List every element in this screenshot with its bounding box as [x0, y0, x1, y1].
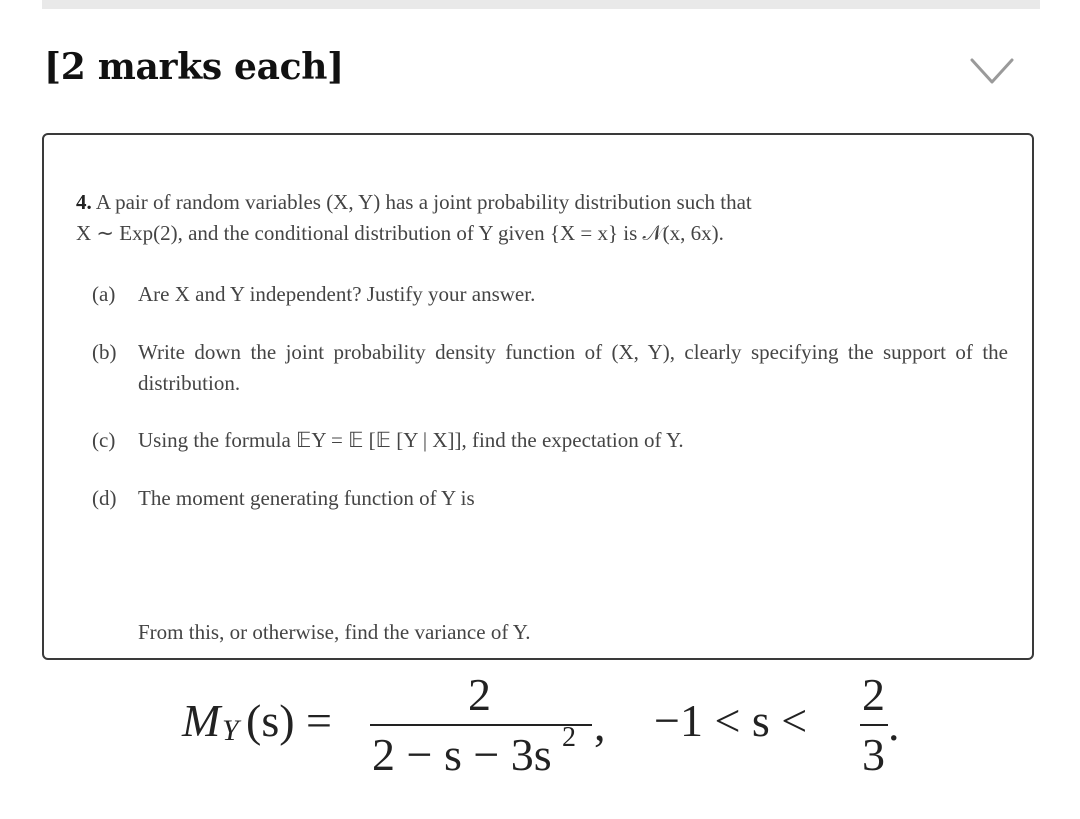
formula-denominator-exponent: 2	[562, 722, 576, 753]
formula-condition: −1 < s <	[654, 695, 808, 746]
formula-lhs: M	[182, 695, 221, 746]
formula-cond-fraction-bar	[860, 724, 888, 726]
part-a-label: (a)	[92, 282, 116, 306]
followup-text: From this, or otherwise, find the variance of Y.	[138, 620, 531, 644]
part-c-label: (c)	[92, 428, 116, 452]
mgf-formula	[180, 668, 940, 778]
part-b-label: (b)	[92, 340, 117, 364]
intro-line-1: A pair of random variables (X, Y) has a joint probability distribution such that	[95, 190, 752, 214]
part-b-text: Write down the joint probability density function of (X, Y), clearly specifying the support of the distribution.	[138, 340, 1008, 395]
section-title: [2 marks each]	[44, 46, 344, 88]
formula-fraction-bar	[370, 724, 592, 726]
part-d-text: The moment generating function of Y is	[138, 486, 475, 510]
formula-numerator: 2	[468, 669, 491, 720]
part-d-label: (d)	[92, 486, 117, 510]
formula-denominator: 2 − s − 3s	[372, 729, 552, 780]
part-a-text: Are X and Y independent? Justify your answer.	[138, 282, 536, 306]
part-c-text: Using the formula 𝔼Y = 𝔼 [𝔼 [Y | X]], find the expectation of Y.	[138, 428, 684, 452]
formula-comma: ,	[594, 699, 606, 750]
top-divider	[42, 0, 1040, 9]
chevron-down-icon[interactable]	[962, 52, 1022, 92]
formula-lhs-arg: (s) =	[246, 695, 332, 746]
question-intro	[76, 187, 1006, 249]
formula-lhs-sub: Y	[222, 714, 239, 747]
formula-cond-numerator: 2	[862, 669, 885, 720]
formula-cond-denominator: 3	[862, 729, 885, 780]
question-image	[42, 133, 1034, 660]
intro-line-2: X ∼ Exp(2), and the conditional distribution of Y given {X = x} is 𝒩(x, 6x).	[76, 221, 724, 245]
formula-period: .	[888, 699, 900, 750]
question-number: 4.	[76, 190, 92, 214]
